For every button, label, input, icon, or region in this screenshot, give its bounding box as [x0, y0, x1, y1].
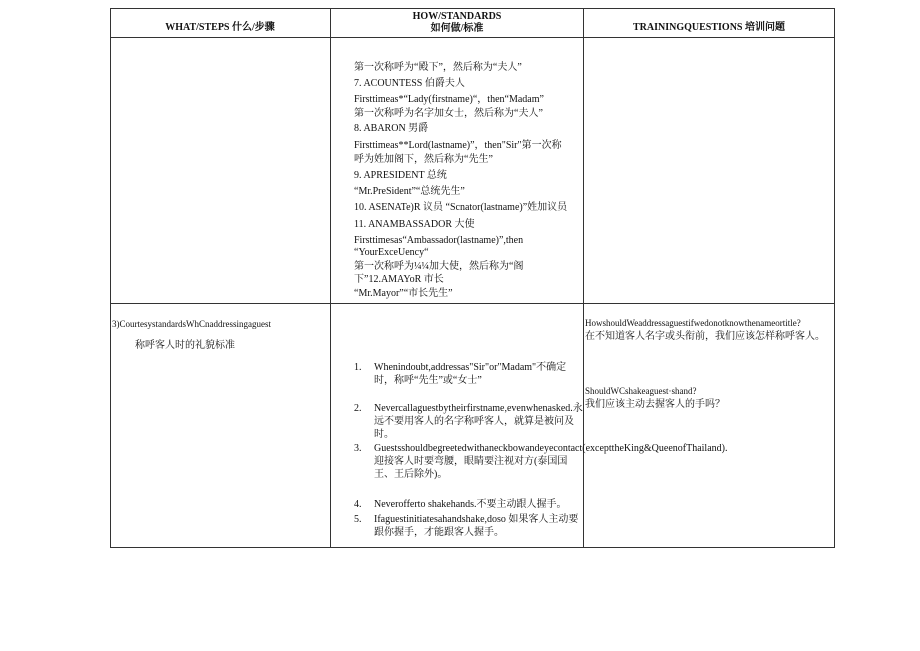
how-line: 下”12.AMAYoR 市长 — [354, 274, 444, 285]
how-line: 第一次称呼为¼¼加大使，然后称为“阁 — [354, 261, 524, 272]
row2-how-cell: 1. Whenindoubt,addressas"Sir"or"Madam"不确定时，称呼“先生”或“女士” 2. Nevercallaguestbytheirfirstname,evenwhenasked.永远不要用客人的名字称呼客人，就算是被问及时。 3. Guestsshouldbegreetedwithaneckbowandeyecontact(excepttheKing&QueenofThailand).迎接客人时要弯腰，眼睛要注视对方(泰国国王、王后除外)。 4. Neverofferto shakehands.不要主动跟人握手。 5. Ifaguestinitiatesahandshake,doso 如果客人主动要跟你握手，才能跟客人握手。 — [354, 362, 728, 538]
how-line: Firsttimeas*“Lady(firstname)“，then“Madam” — [354, 94, 544, 105]
row1-how-cell — [354, 8, 582, 303]
header-training-questions: TRAININGQUESTIONS 培训问题 — [633, 22, 785, 33]
how-line: 9. APRESIDENT 总统 — [354, 170, 447, 181]
table-left-border — [110, 8, 111, 548]
how-line: “Mr.Mayor”“市长先生” — [354, 288, 453, 299]
table-right-border — [834, 8, 835, 548]
how-line: 呼为姓加阁下，然后称为“先生” — [354, 154, 493, 165]
question-2-en: ShouldWCshakeaguest·shand? — [585, 386, 697, 396]
how-line: “YourExceUency“ — [354, 247, 429, 258]
how-line: 10. ASENATe)R 议员 “Scnator(lastname)”姓加议员 — [354, 202, 568, 213]
how-line: 7. ACOUNTESS 伯爵夫人 — [354, 78, 465, 89]
header-what-steps: WHAT/STEPS 什么/步骤 — [165, 22, 275, 33]
question-1-cn: 在不知道客人名字或头衔前，我们应该怎样称呼客人。 — [585, 331, 825, 342]
how-line: “Mr.PreSident”“总统先生” — [354, 186, 465, 197]
what-title-en: 3)CourtesystandardsWhCnaddressingaguest — [112, 319, 271, 329]
how-line: 11. ANAMBASSADOR 大使 — [354, 219, 475, 230]
question-2-cn: 我们应该主动去握客人的手吗？ — [585, 399, 725, 410]
how-line: Firsttimesas“Ambassador(lastname)”,then — [354, 235, 524, 246]
what-title-cn: 称呼客人时的礼貌标准 — [135, 340, 235, 351]
col-divider-1 — [330, 8, 331, 548]
row2-what-cell — [112, 318, 328, 352]
how-line: Firsttimeas**Lord(lastname)”，then"Sir"第一次称 — [354, 140, 562, 151]
header-how-standards: HOW/STANDARDS 如何做/标准 — [412, 11, 502, 34]
how-line: 8. ABARON 男爵 — [354, 123, 429, 134]
question-1-en: HowshouldWeaddressaguestifwedonotknowthenameortitle? — [585, 318, 801, 328]
standards-table — [110, 8, 835, 548]
table-bottom-border — [110, 547, 835, 548]
row2-questions-cell — [585, 317, 831, 411]
how-line: 第一次称呼为名字加女士，然后称为“夫人” — [354, 108, 543, 119]
how-line: 第一次称呼为“殿下”，然后称为“夫人” — [354, 62, 522, 73]
